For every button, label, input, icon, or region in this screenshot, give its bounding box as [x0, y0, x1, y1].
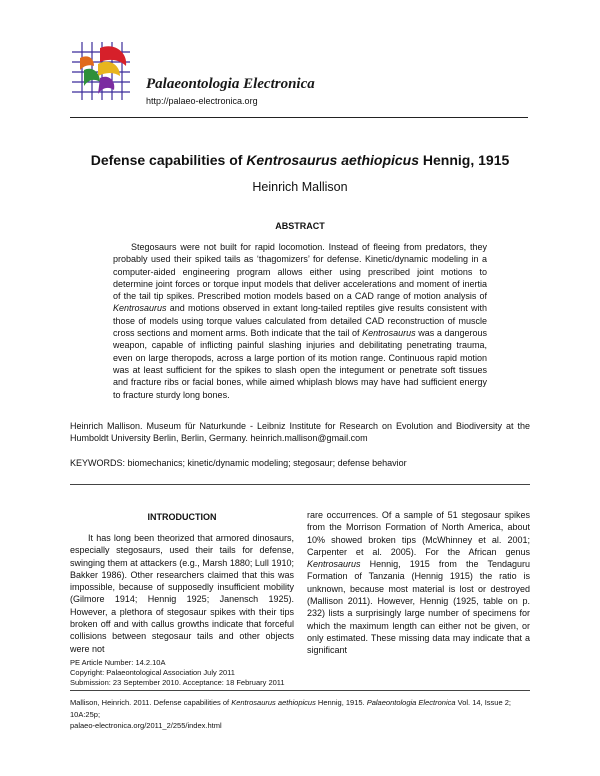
abstract-text-2: and motions observed in extant long-tailed reptiles give results consistent with those of models using torque values calculated from detailed CAD reconstruction of muscle cross sections and moment arms. Both indicate that the tail of: [113, 303, 487, 339]
intro-right-text-a: rare occurrences. Of a sample of 51 stegosaur spikes from the Morrison Formation of North America, about 10% showed broken tips (McWhinney et al. 2001; Carpenter et al. 2005). For the African genus: [307, 510, 530, 557]
citation-url[interactable]: palaeo-electronica.org/2011_2/255/index.html: [70, 721, 222, 730]
introduction-left-column: It has long been theorized that armored dinosaurs, especially stegosaurs, used their tails for defense, swinging them at attackers (e.g., Marsh 1880; Lull 1910; Bakker 1986). Other researchers claimed that this was impossible, because of supposedly insufficient mobility (Gilmore 1914; Hennig 1925; Janensch 1925). However, a plethora of stegosaur spikes with their tips broken off and with callus growths indicate that forceful collisions between stegosaur tails and other objects were not: [70, 533, 294, 654]
citation-journal: Palaeontologia Electronica: [366, 698, 456, 707]
abstract-taxon-2: Kentrosaurus: [362, 328, 416, 339]
introduction-heading: INTRODUCTION: [147, 512, 217, 522]
article-info: [70, 658, 285, 688]
abstract-text-3: was a dangerous weapon, capable of inflicting painful slashing injuries and debilitating penetrating trauma, even on large theropods, across a large portion of its motion range. Continuous rapid motion was at least sufficient for the spikes to slash open the integument or penetrate soft tissues and fracture ribs or facial bones, while aimed whiplash blows may have had sufficient energy to fracture sturdy long bones.: [113, 328, 487, 400]
title-taxon: Kentrosaurus aethiopicus: [246, 152, 420, 168]
citation-text-b: Hennig, 1915.: [315, 698, 367, 707]
citation-taxon: Kentrosaurus aethiopicus: [231, 698, 316, 707]
article-number: PE Article Number: 14.2.10A: [70, 658, 166, 667]
title-suffix: Hennig, 1915: [419, 152, 510, 168]
article-title: [0, 152, 600, 168]
abstract-body: [113, 241, 487, 401]
citation-text-c: Vol. 14, Issue 2; 10A:25p;: [70, 698, 511, 719]
header-divider: [70, 117, 528, 118]
introduction-right-column: [307, 509, 530, 657]
keywords: KEYWORDS: biomechanics; kinetic/dynamic modeling; stegosaur; defense behavior: [70, 458, 407, 468]
article-dates: Submission: 23 September 2010. Acceptance: 18 February 2011: [70, 678, 285, 687]
abstract-taxon-1: Kentrosaurus: [113, 303, 167, 314]
footer-divider: [70, 690, 530, 691]
journal-url[interactable]: http://palaeo-electronica.org: [146, 96, 258, 106]
citation: [70, 697, 530, 732]
abstract-text-1: Stegosaurs were not built for rapid locomotion. Instead of fleeing from predators, they probably used their spiked tails as ‘thagomizers’ for defense. Kinetic/dynamic modeling in a computer-aided engineering program allows either using prescribed joint motions to determine joint forces or torque input models that deliver accelerations and moment of inertia of the tail tip spikes. Prescribed motion models based on a CAD range of motion analysis of: [113, 242, 487, 302]
intro-right-text-b: Hennig, 1915 from the Tendaguru Formation of Tanzania (Hennig 1915) the ratio is unknown, because most material is lost or destroyed (Mallison 2011). However, Hennig (1925, table on p. 232) lists a surprisingly large number of specimens for which the maximum length can either not be given, or only estimated. These missing data may indicate that a significant: [307, 559, 530, 656]
author-affiliation: Heinrich Mallison. Museum für Naturkunde - Leibniz Institute for Research on Evolution and Biodiversity at the Humboldt University Berlin, Berlin, Germany. heinrich.mallison@gmail.com: [70, 421, 530, 444]
section-divider: [70, 484, 530, 485]
article-copyright: Copyright: Palaeontological Association July 2011: [70, 668, 235, 677]
abstract-heading: ABSTRACT: [275, 221, 325, 231]
journal-logo-icon: [70, 40, 132, 102]
author-name: Heinrich Mallison: [252, 180, 348, 194]
citation-text-a: Mallison, Heinrich. 2011. Defense capabilities of: [70, 698, 232, 707]
title-prefix: Defense capabilities of: [90, 152, 247, 168]
journal-name: Palaeontologia Electronica: [146, 76, 315, 92]
intro-right-taxon: Kentrosaurus: [307, 559, 361, 570]
